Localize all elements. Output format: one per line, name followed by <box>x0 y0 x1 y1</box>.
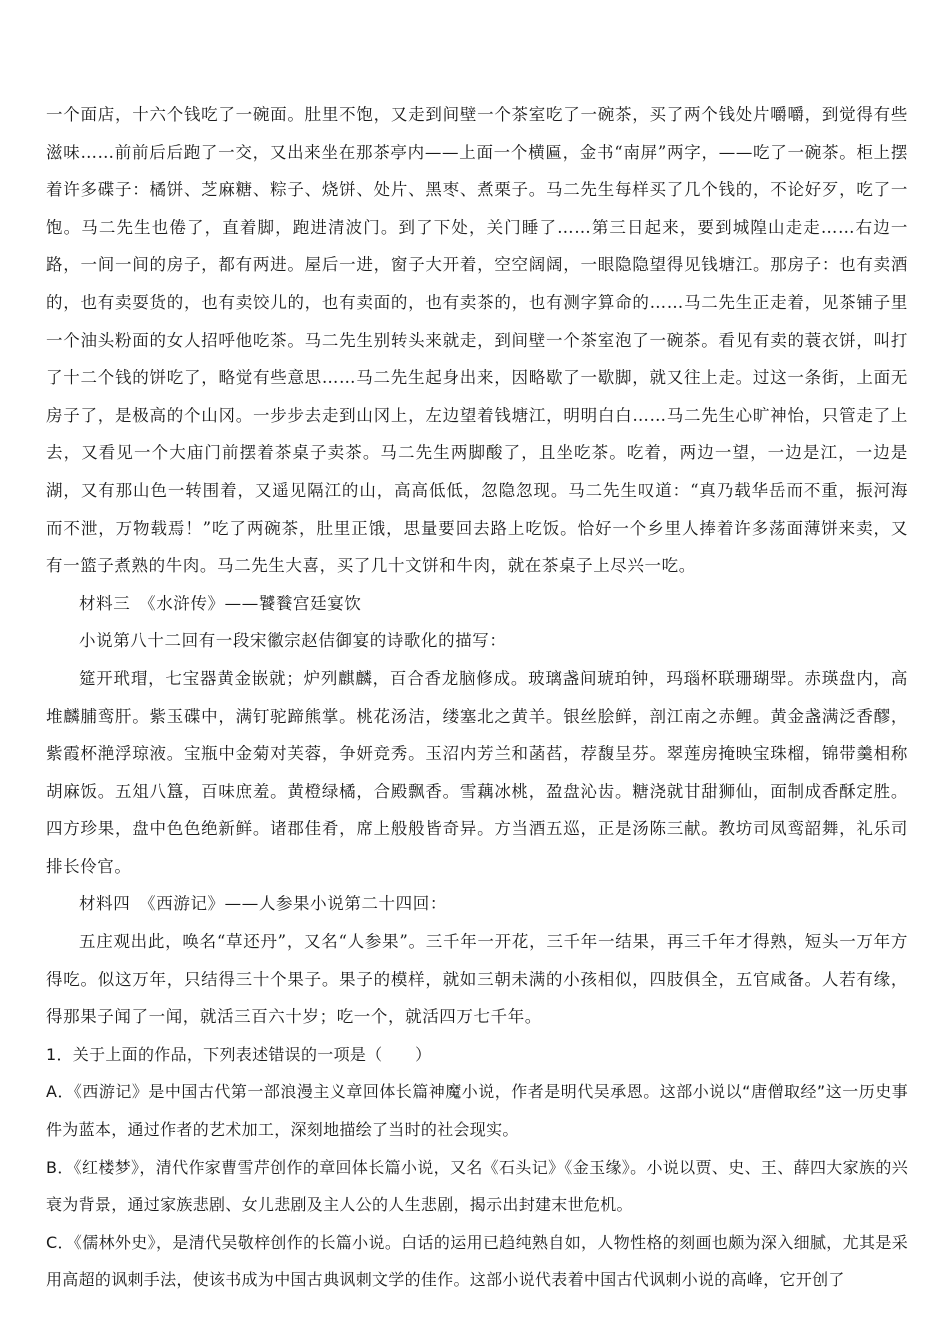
document-page <box>46 96 908 1299</box>
question-1-option-c: C．《儒林外史》，是清代吴敬梓创作的长篇小说。白话的运用已趋纯熟自如，人物性格的刻画也颇为深入细腻，尤其是采用高超的讽刺手法，使该书成为中国古典讽刺文学的佳作。这部小说代表着中国古代讽刺小说的高峰，它开创了 <box>46 1232 908 1290</box>
material3-heading: 材料三 《水浒传》——饕餮宫廷宴饮 <box>79 593 362 613</box>
question-1-option-a: A．《西游记》是中国古代第一部浪漫主义章回体长篇神魔小说，作者是明代吴承恩。这部小说以“唐僧取经”这一历史事件为蓝本，通过作者的艺术加工，深刻地描绘了当时的社会现实。 <box>46 1082 908 1140</box>
material3-passage: 筵开玳瑁，七宝器黄金嵌就；炉列麒麟，百合香龙脑修成。玻璃盏间琥珀钟，玛瑙杯联珊瑚斝。赤瑛盘内，高堆麟脯鸾肝。紫玉碟中，满钉驼蹄熊掌。桃花汤洁，缕塞北之黄羊。银丝脍鲜，剖江南之赤鲤。黄金盏满泛香醪，紫霞杯滟浮琼液。宝瓶中金菊对芙蓉，争妍竞秀。玉沼内芳兰和菡萏，荐馥呈芬。翠莲房掩映宝珠榴，锦带羹相称胡麻饭。五俎八簋，百味庶羞。黄橙绿橘，合殿飘香。雪藕冰桃，盈盘沁齿。糖浇就甘甜狮仙，面制成香酥定胜。四方珍果，盘中色色绝新鲜。诸郡佳肴，席上般般皆奇异。方当酒五巡，正是汤陈三献。教坊司凤鸾韶舞，礼乐司排长伶官。 <box>46 668 908 876</box>
question-1-stem: 1．关于上面的作品，下列表述错误的一项是（ ） <box>46 1044 432 1064</box>
material2-passage: 一个面店，十六个钱吃了一碗面。肚里不饱，又走到间壁一个茶室吃了一碗茶，买了两个钱处片嚼嚼，到觉得有些滋味……前前后后跑了一交，又出来坐在那茶亭内——上面一个横匾，金书“南屏”两字，——吃了一碗茶。柜上摆着许多碟子：橘饼、芝麻糖、粽子、烧饼、处片、黑枣、煮栗子。马二先生每样买了几个钱的，不论好歹，吃了一饱。马二先生也倦了，直着脚，跑进清波门。到了下处，关门睡了……第三日起来，要到城隍山走走……右边一路，一间一间的房子，都有两进。屋后一进，窗子大开着，空空阔阔，一眼隐隐望得见钱塘江。那房子：也有卖酒的，也有卖耍货的，也有卖饺儿的，也有卖面的，也有卖茶的，也有测字算命的……马二先生正走着，见茶铺子里一个油头粉面的女人招呼他吃茶。马二先生别转头来就走，到间壁一个茶室泡了一碗茶。看见有卖的蓑衣饼，叫打了十二个钱的饼吃了，略觉有些意思……马二先生起身出来，因略歇了一歇脚，就又往上走。过这一条街，上面无房子了，是极高的个山冈。一步步去走到山冈上，左边望着钱塘江，明明白白……马二先生心旷神怡，只管走了上去，又看见一个大庙门前摆着茶桌子卖茶。马二先生两脚酸了，且坐吃茶。吃着，两边一望，一边是江，一边是湖，又有那山色一转围着，又遥见隔江的山，高高低低，忽隐忽现。马二先生叹道：“真乃载华岳而不重，振河海而不泄，万物载焉！”吃了两碗茶，肚里正饿，思量要回去路上吃饭。恰好一个乡里人捧着许多荡面薄饼来卖，又有一篮子煮熟的牛肉。马二先生大喜，买了几十文饼和牛肉，就在茶桌子上尽兴一吃。 <box>46 105 908 576</box>
material3-intro: 小说第八十二回有一段宋徽宗赵佶御宴的诗歌化的描写： <box>79 631 507 651</box>
question-1-option-b: B．《红楼梦》，清代作家曹雪芹创作的章回体长篇小说，又名《石头记》《金玉缘》。小说以贾、史、王、薛四大家族的兴衰为背景，通过家族悲剧、女儿悲剧及主人公的人生悲剧，揭示出封建末世危机。 <box>46 1157 908 1215</box>
material4-heading: 材料四 《西游记》——人参果小说第二十四回： <box>79 894 447 914</box>
material4-passage: 五庄观出此，唤名“草还丹”，又名“人参果”。三千年一开花，三千年一结果，再三千年才得熟，短头一万年方得吃。似这万年，只结得三十个果子。果子的模样，就如三朝未满的小孩相似，四肢俱全，五官咸备。人若有缘，得那果子闻了一闻，就活三百六十岁；吃一个，就活四万七千年。 <box>46 932 908 1027</box>
